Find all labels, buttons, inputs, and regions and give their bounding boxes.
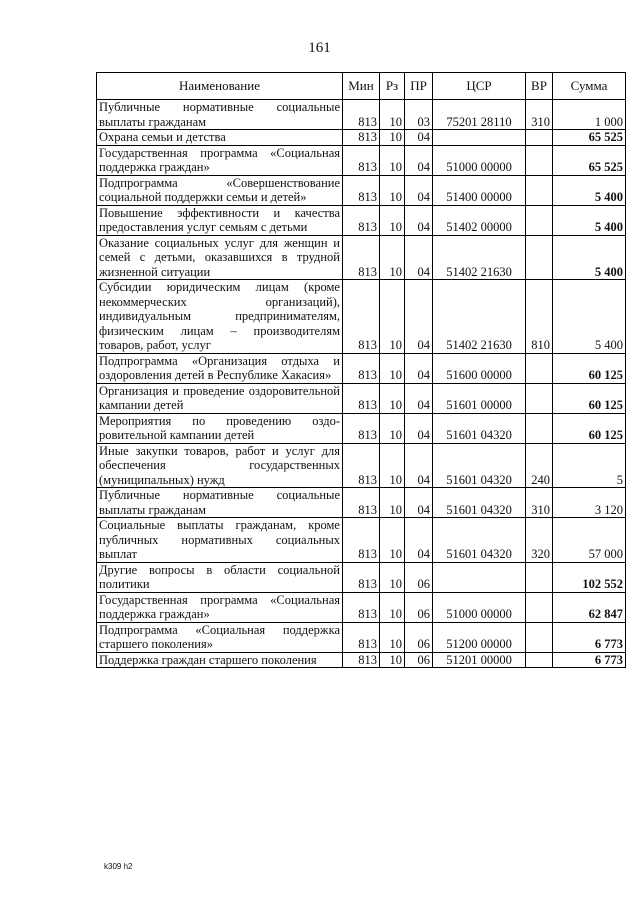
cell-pr: 04 (405, 280, 433, 354)
table-row (97, 518, 626, 563)
cell-min: 813 (343, 130, 380, 146)
cell-pr: 04 (405, 383, 433, 413)
table-row (97, 280, 626, 354)
table-row (97, 592, 626, 622)
cell-name: Оказание социальных услуг для женщин и семей с детьми, оказавшихся в трудной жизненной ситуации (97, 235, 343, 280)
table-row (97, 205, 626, 235)
header-sum: Сумма (553, 73, 626, 100)
cell-sum: 60 125 (553, 413, 626, 443)
table-body (97, 100, 626, 668)
cell-min: 813 (343, 205, 380, 235)
cell-csr (433, 562, 526, 592)
cell-pr: 04 (405, 443, 433, 488)
cell-name: Подпрограмма «Социальная поддержка старшего поколения» (97, 622, 343, 652)
header-name: Наименование (97, 73, 343, 100)
cell-rz: 10 (380, 413, 405, 443)
cell-sum: 65 525 (553, 145, 626, 175)
cell-pr: 04 (405, 175, 433, 205)
table-row (97, 622, 626, 652)
page-number: 161 (308, 40, 331, 56)
cell-name: Подпрограмма «Совершенствование социальной поддержки семьи и детей» (97, 175, 343, 205)
cell-rz: 10 (380, 652, 405, 668)
cell-sum: 5 400 (553, 205, 626, 235)
table-row (97, 652, 626, 668)
cell-sum: 65 525 (553, 130, 626, 146)
cell-name: Подпрограмма «Организация отдыха и оздоровления детей в Республике Хакасия» (97, 353, 343, 383)
cell-name: Организация и проведение оздоровительной кампании детей (97, 383, 343, 413)
cell-sum: 6 773 (553, 622, 626, 652)
cell-pr: 04 (405, 235, 433, 280)
cell-min: 813 (343, 175, 380, 205)
cell-vr: 310 (526, 488, 553, 518)
table-row (97, 353, 626, 383)
cell-pr: 04 (405, 353, 433, 383)
cell-rz: 10 (380, 383, 405, 413)
cell-vr: 310 (526, 100, 553, 130)
table-header (97, 73, 626, 100)
header-pr: ПР (405, 73, 433, 100)
cell-vr (526, 130, 553, 146)
cell-sum: 102 552 (553, 562, 626, 592)
cell-csr: 51000 00000 (433, 592, 526, 622)
cell-vr (526, 145, 553, 175)
cell-sum: 1 000 (553, 100, 626, 130)
cell-csr: 75201 28110 (433, 100, 526, 130)
cell-vr (526, 562, 553, 592)
table-row (97, 383, 626, 413)
cell-vr: 240 (526, 443, 553, 488)
cell-csr: 51000 00000 (433, 145, 526, 175)
cell-name: Другие вопросы в области социальной политики (97, 562, 343, 592)
cell-vr (526, 413, 553, 443)
cell-csr: 51601 04320 (433, 518, 526, 563)
table-row (97, 145, 626, 175)
cell-min: 813 (343, 622, 380, 652)
table-row (97, 175, 626, 205)
cell-pr: 04 (405, 205, 433, 235)
cell-min: 813 (343, 592, 380, 622)
cell-sum: 5 400 (553, 175, 626, 205)
cell-rz: 10 (380, 175, 405, 205)
cell-min: 813 (343, 443, 380, 488)
cell-pr: 03 (405, 100, 433, 130)
cell-pr: 04 (405, 130, 433, 146)
cell-min: 813 (343, 353, 380, 383)
cell-pr: 06 (405, 622, 433, 652)
cell-min: 813 (343, 145, 380, 175)
cell-rz: 10 (380, 562, 405, 592)
cell-min: 813 (343, 413, 380, 443)
cell-pr: 04 (405, 488, 433, 518)
cell-name: Охрана семьи и детства (97, 130, 343, 146)
cell-rz: 10 (380, 622, 405, 652)
footer-code: k309 h2 (104, 862, 133, 871)
cell-name: Государственная программа «Социальная поддержка граждан» (97, 145, 343, 175)
cell-pr: 04 (405, 413, 433, 443)
table-row (97, 100, 626, 130)
cell-vr (526, 175, 553, 205)
cell-csr: 51600 00000 (433, 353, 526, 383)
cell-sum: 6 773 (553, 652, 626, 668)
cell-csr: 51201 00000 (433, 652, 526, 668)
cell-rz: 10 (380, 145, 405, 175)
header-vr: ВР (526, 73, 553, 100)
cell-sum: 60 125 (553, 353, 626, 383)
cell-sum: 3 120 (553, 488, 626, 518)
cell-vr (526, 235, 553, 280)
cell-rz: 10 (380, 592, 405, 622)
cell-name: Повышение эффективности и качества предоставления услуг семьям с детьми (97, 205, 343, 235)
cell-min: 813 (343, 562, 380, 592)
cell-pr: 06 (405, 562, 433, 592)
header-min: Мин (343, 73, 380, 100)
cell-sum: 60 125 (553, 383, 626, 413)
table-row (97, 443, 626, 488)
cell-name: Поддержка граждан старшего поколения (97, 652, 343, 668)
cell-csr (433, 130, 526, 146)
header-csr: ЦСР (433, 73, 526, 100)
cell-csr: 51402 21630 (433, 235, 526, 280)
cell-sum: 5 (553, 443, 626, 488)
cell-pr: 04 (405, 145, 433, 175)
cell-csr: 51400 00000 (433, 175, 526, 205)
cell-pr: 06 (405, 592, 433, 622)
table-row (97, 413, 626, 443)
cell-rz: 10 (380, 100, 405, 130)
cell-vr: 320 (526, 518, 553, 563)
cell-pr: 04 (405, 518, 433, 563)
cell-vr (526, 205, 553, 235)
cell-rz: 10 (380, 488, 405, 518)
cell-name: Публичные нормативные социальные выплаты гражданам (97, 488, 343, 518)
cell-min: 813 (343, 280, 380, 354)
cell-min: 813 (343, 518, 380, 563)
cell-rz: 10 (380, 205, 405, 235)
cell-csr: 51402 00000 (433, 205, 526, 235)
table-row (97, 235, 626, 280)
cell-sum: 57 000 (553, 518, 626, 563)
cell-rz: 10 (380, 130, 405, 146)
budget-table (96, 72, 626, 668)
cell-vr (526, 622, 553, 652)
header-row (97, 73, 626, 100)
table-row (97, 130, 626, 146)
cell-name: Социальные выплаты гражданам, кроме публичных нормативных социальных выплат (97, 518, 343, 563)
header-rz: Рз (380, 73, 405, 100)
cell-name: Иные закупки товаров, работ и услуг для обеспечения государственных (муниципальных) нужд (97, 443, 343, 488)
cell-vr (526, 592, 553, 622)
cell-vr: 810 (526, 280, 553, 354)
cell-rz: 10 (380, 280, 405, 354)
cell-csr: 51402 21630 (433, 280, 526, 354)
cell-rz: 10 (380, 443, 405, 488)
cell-sum: 62 847 (553, 592, 626, 622)
cell-vr (526, 652, 553, 668)
cell-pr: 06 (405, 652, 433, 668)
cell-csr: 51601 00000 (433, 383, 526, 413)
cell-name: Публичные нормативные социальные выплаты гражданам (97, 100, 343, 130)
cell-name: Мероприятия по проведению оздоровительной кампании детей (97, 413, 343, 443)
cell-vr (526, 383, 553, 413)
cell-csr: 51601 04320 (433, 488, 526, 518)
cell-min: 813 (343, 100, 380, 130)
cell-rz: 10 (380, 235, 405, 280)
cell-min: 813 (343, 652, 380, 668)
cell-csr: 51601 04320 (433, 443, 526, 488)
cell-sum: 5 400 (553, 235, 626, 280)
cell-rz: 10 (380, 518, 405, 563)
cell-vr (526, 353, 553, 383)
cell-min: 813 (343, 235, 380, 280)
cell-min: 813 (343, 488, 380, 518)
cell-rz: 10 (380, 353, 405, 383)
cell-csr: 51200 00000 (433, 622, 526, 652)
cell-sum: 5 400 (553, 280, 626, 354)
cell-name: Субсидии юридическим лицам (кроме некоммерческих организаций), индивидуальным предпринимателям, физическим лицам – производителям товаров, работ, услуг (97, 280, 343, 354)
cell-name: Государственная программа «Социальная поддержка граждан» (97, 592, 343, 622)
table-row (97, 562, 626, 592)
table-row (97, 488, 626, 518)
cell-min: 813 (343, 383, 380, 413)
cell-csr: 51601 04320 (433, 413, 526, 443)
